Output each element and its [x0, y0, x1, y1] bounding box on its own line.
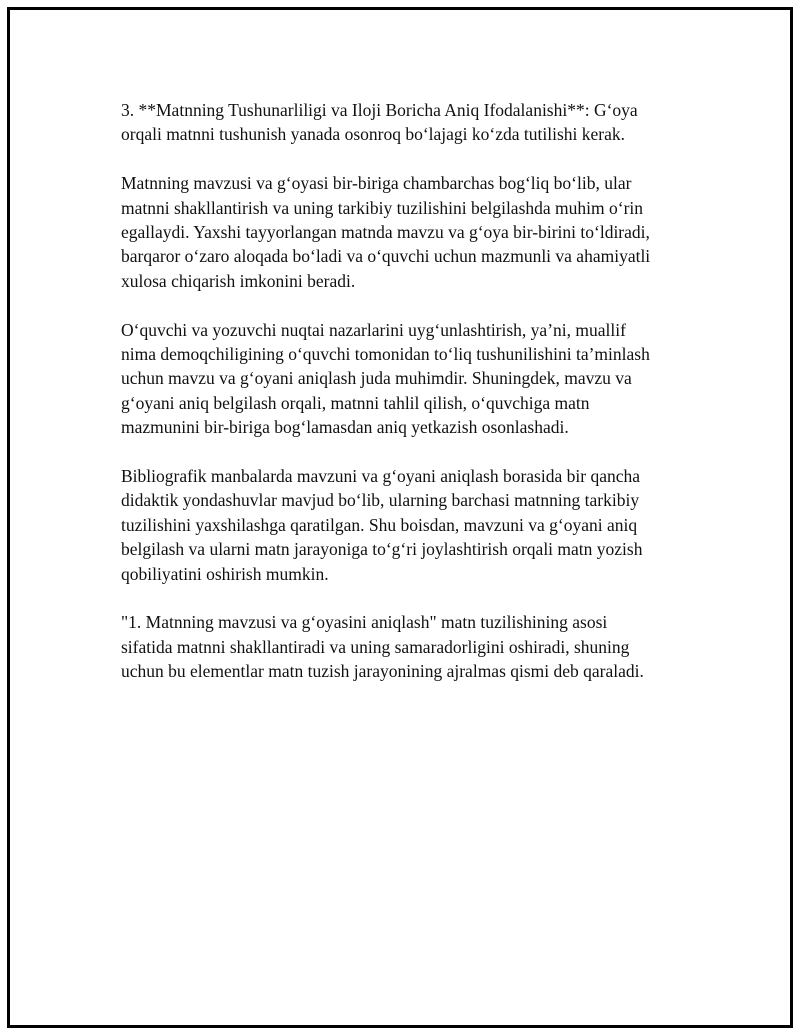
document-page [7, 7, 793, 1028]
document-body [121, 98, 691, 708]
paragraph-reader-writer: O‘quvchi va yozuvchi nuqtai nazarlarini uyg‘unlashtirish, ya’ni, muallif nima demoqchiligining o‘quvchi tomonidan to‘liq tushunilishini ta’minlash uchun mavzu va g‘oyani aniqlash juda muhimdir. Shuningdek, mavzu va g‘oyani aniq belgilash orqali, matnni tahlil qilish, o‘quvchiga matn mazmunini bir-biriga bog‘lamasdan aniq yetkazish osonlashadi. [121, 319, 650, 438]
paragraph-conclusion: "1. Matnning mavzusi va g‘oyasini aniqlash" matn tuzilishining asosi sifatida matnni shakllantiradi va uning samaradorligini oshiradi, shuning uchun bu elementlar matn tuzish jarayonining ajralmas qismi deb qaraladi. [121, 612, 644, 682]
paragraph-topic-and-idea: Matnning mavzusi va g‘oyasi bir-biriga chambarchas bog‘liq bo‘lib, ular matnni shakllantirish va uning tarkibiy tuzilishini belgilashda muhim o‘rin egallaydi. Yaxshi tayyorlangan matnda mavzu va g‘oya bir-birini to‘ldiradi, barqaror o‘zaro aloqada bo‘ladi va o‘quvchi uchun mazmunli va ahamiyatli xulosa chiqarish imkonini beradi. [121, 173, 651, 291]
paragraph-bibliographic: Bibliografik manbalarda mavzuni va g‘oyani aniqlash borasida bir qancha didaktik yondashuvlar mavjud bo‘lib, ularning barchasi matnning tarkibiy tuzilishini yaxshilashga qaratilgan. Shu boisdan, mavzuni va g‘oyani aniq belgilash va ularni matn jarayoniga to‘g‘ri joylashtirish orqali matn yozish qobiliyatini oshirish mumkin. [121, 466, 643, 584]
paragraph-point-3: 3. **Matnning Tushunarliligi va Iloji Boricha Aniq Ifodalanishi**: G‘oya orqali matnni tushunish yanada osonroq bo‘lajagi ko‘zda tutilishi kerak. [121, 100, 638, 145]
